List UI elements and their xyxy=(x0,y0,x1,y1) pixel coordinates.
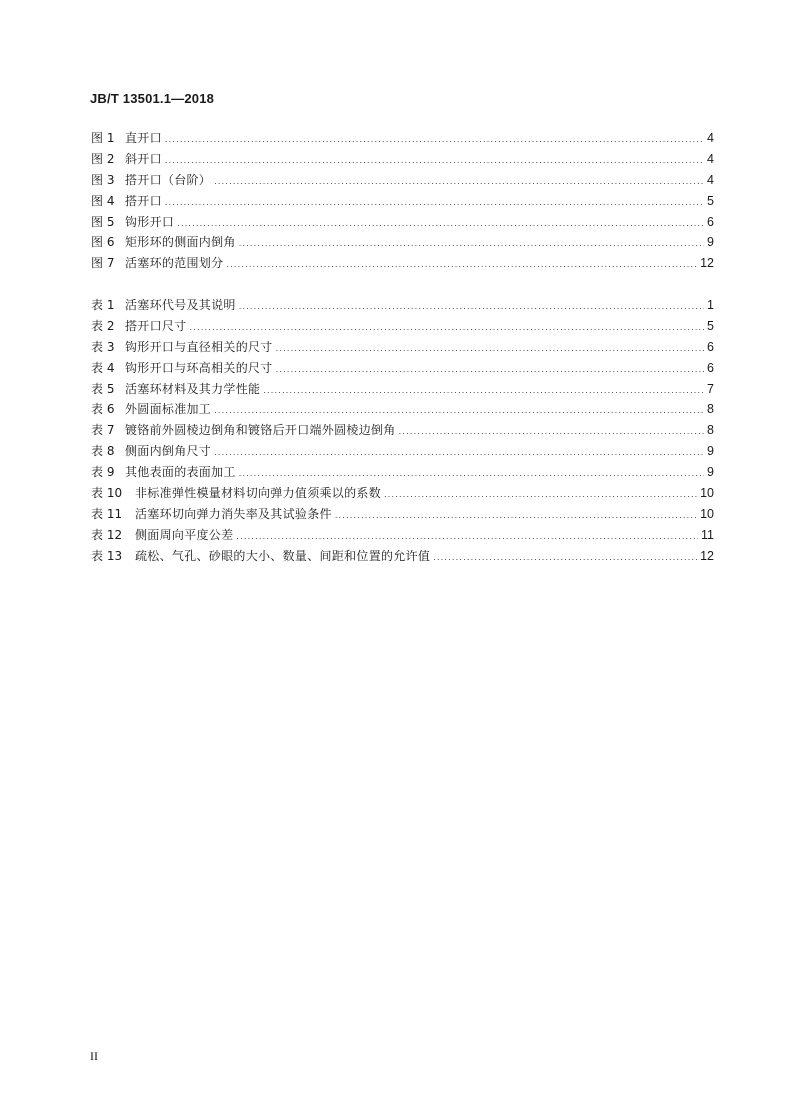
toc-title: 侧面周向平度公差 xyxy=(135,527,234,542)
toc-page-number: 6 xyxy=(707,360,714,375)
toc-leader-dots xyxy=(263,381,704,402)
toc-row-figure-3[interactable] xyxy=(91,170,714,191)
toc-page-number: 5 xyxy=(707,318,714,333)
document-code: JB/T 13501.1—2018 xyxy=(90,91,215,106)
toc-title: 钩形开口与环高相关的尺寸 xyxy=(125,360,273,375)
toc-number: 图 3 xyxy=(91,172,115,187)
toc-row-table-10[interactable] xyxy=(91,483,714,504)
toc-leader-dots xyxy=(239,464,704,485)
toc-title: 侧面内倒角尺寸 xyxy=(125,444,212,459)
toc-number: 图 7 xyxy=(91,256,115,271)
toc-row-figure-4[interactable] xyxy=(91,191,714,212)
toc-leader-dots xyxy=(165,193,704,214)
toc-leader-dots xyxy=(239,234,704,255)
figure-list xyxy=(91,128,714,274)
toc-page-number: 8 xyxy=(707,402,714,417)
toc-number: 表 4 xyxy=(91,360,115,375)
toc-row-figure-1[interactable] xyxy=(91,128,714,149)
toc-page-number: 10 xyxy=(700,486,714,501)
toc-page-number: 12 xyxy=(700,256,714,271)
table-list xyxy=(91,295,714,567)
toc-title: 活塞环的范围划分 xyxy=(125,256,224,271)
toc-row-table-9[interactable] xyxy=(91,462,714,483)
toc-leader-dots xyxy=(399,422,704,443)
toc-number: 表 5 xyxy=(91,381,115,396)
toc-title: 镀铬前外圆棱边倒角和镀铬后开口端外圆棱边倒角 xyxy=(125,423,396,438)
toc-number: 表 6 xyxy=(91,402,115,417)
toc-row-figure-6[interactable] xyxy=(91,232,714,253)
toc-title: 搭开口 xyxy=(125,193,162,208)
toc-row-table-3[interactable] xyxy=(91,337,714,358)
toc-number: 表 12 xyxy=(91,527,123,542)
toc-title: 斜开口 xyxy=(125,151,162,166)
toc-number: 表 13 xyxy=(91,548,123,563)
toc-number: 图 4 xyxy=(91,193,115,208)
toc-title: 钩形开口与直径相关的尺寸 xyxy=(125,339,273,354)
toc-row-table-1[interactable] xyxy=(91,295,714,316)
toc-row-figure-7[interactable] xyxy=(91,253,714,274)
toc-title: 钩形开口 xyxy=(125,214,175,229)
toc-page-number: 10 xyxy=(700,506,714,521)
toc-title: 搭开口（台阶） xyxy=(125,172,212,187)
toc-number: 表 9 xyxy=(91,465,115,480)
toc-leader-dots xyxy=(236,527,698,548)
toc-title: 疏松、气孔、砂眼的大小、数量、间距和位置的允许值 xyxy=(135,548,431,563)
toc-number: 图 1 xyxy=(91,131,115,145)
toc-page-number: 4 xyxy=(707,151,714,166)
toc-leader-dots xyxy=(165,130,704,151)
toc-page-number: 5 xyxy=(707,193,714,208)
toc-row-table-7[interactable] xyxy=(91,420,714,441)
toc-leader-dots xyxy=(239,297,704,318)
toc-page-number: 11 xyxy=(701,527,714,542)
toc-page-number: 9 xyxy=(707,465,714,480)
toc-leader-dots xyxy=(226,255,697,276)
toc-leader-dots xyxy=(214,172,704,193)
toc-number: 表 11 xyxy=(91,506,123,521)
toc-title: 直开口 xyxy=(125,131,162,145)
toc-title: 非标准弹性模量材料切向弹力值须乘以的系数 xyxy=(135,486,382,501)
toc-leader-dots xyxy=(177,214,704,235)
toc-leader-dots xyxy=(276,360,704,381)
toc-row-table-5[interactable] xyxy=(91,379,714,400)
toc-leader-dots xyxy=(190,318,705,339)
toc-title: 矩形环的侧面内倒角 xyxy=(125,235,236,250)
toc-title: 活塞环代号及其说明 xyxy=(125,298,236,312)
toc-title: 搭开口尺寸 xyxy=(125,318,187,333)
toc-number: 表 8 xyxy=(91,444,115,459)
toc-number: 表 3 xyxy=(91,339,115,354)
toc-leader-dots xyxy=(214,401,704,422)
toc-row-table-11[interactable] xyxy=(91,504,714,525)
toc-leader-dots xyxy=(384,485,697,506)
toc-number: 表 2 xyxy=(91,318,115,333)
toc-number: 图 6 xyxy=(91,235,115,250)
toc-leader-dots xyxy=(276,339,704,360)
toc-leader-dots xyxy=(165,151,704,172)
toc-row-table-8[interactable] xyxy=(91,441,714,462)
toc-title: 活塞环材料及其力学性能 xyxy=(125,381,261,396)
toc-number: 图 2 xyxy=(91,151,115,166)
toc-row-table-2[interactable] xyxy=(91,316,714,337)
toc-page-number: 8 xyxy=(707,423,714,438)
toc-row-table-12[interactable] xyxy=(91,525,714,546)
toc-number: 图 5 xyxy=(91,214,115,229)
toc-row-figure-2[interactable] xyxy=(91,149,714,170)
toc-number: 表 1 xyxy=(91,298,115,312)
toc-number: 表 7 xyxy=(91,423,115,438)
toc-page-number: 6 xyxy=(707,339,714,354)
toc-number: 表 10 xyxy=(91,486,123,501)
toc-leader-dots xyxy=(433,548,697,569)
toc-page-number: 4 xyxy=(707,131,714,145)
toc-leader-dots xyxy=(335,506,697,527)
toc-title: 外圆面标准加工 xyxy=(125,402,212,417)
toc-row-table-4[interactable] xyxy=(91,358,714,379)
toc-page-number: 4 xyxy=(707,172,714,187)
toc-row-figure-5[interactable] xyxy=(91,212,714,233)
toc-page-number: 12 xyxy=(700,548,714,563)
toc-row-table-6[interactable] xyxy=(91,399,714,420)
toc-page-number: 7 xyxy=(707,381,714,396)
toc-page-number: 9 xyxy=(707,444,714,459)
toc-leader-dots xyxy=(214,443,704,464)
toc-page-number: 6 xyxy=(707,214,714,229)
toc-title: 其他表面的表面加工 xyxy=(125,465,236,480)
page-number: II xyxy=(90,1049,98,1063)
toc-page-number: 1 xyxy=(707,298,714,312)
toc-row-table-13[interactable] xyxy=(91,546,714,567)
toc-page-number: 9 xyxy=(707,235,714,250)
toc-title: 活塞环切向弹力消失率及其试验条件 xyxy=(135,506,332,521)
